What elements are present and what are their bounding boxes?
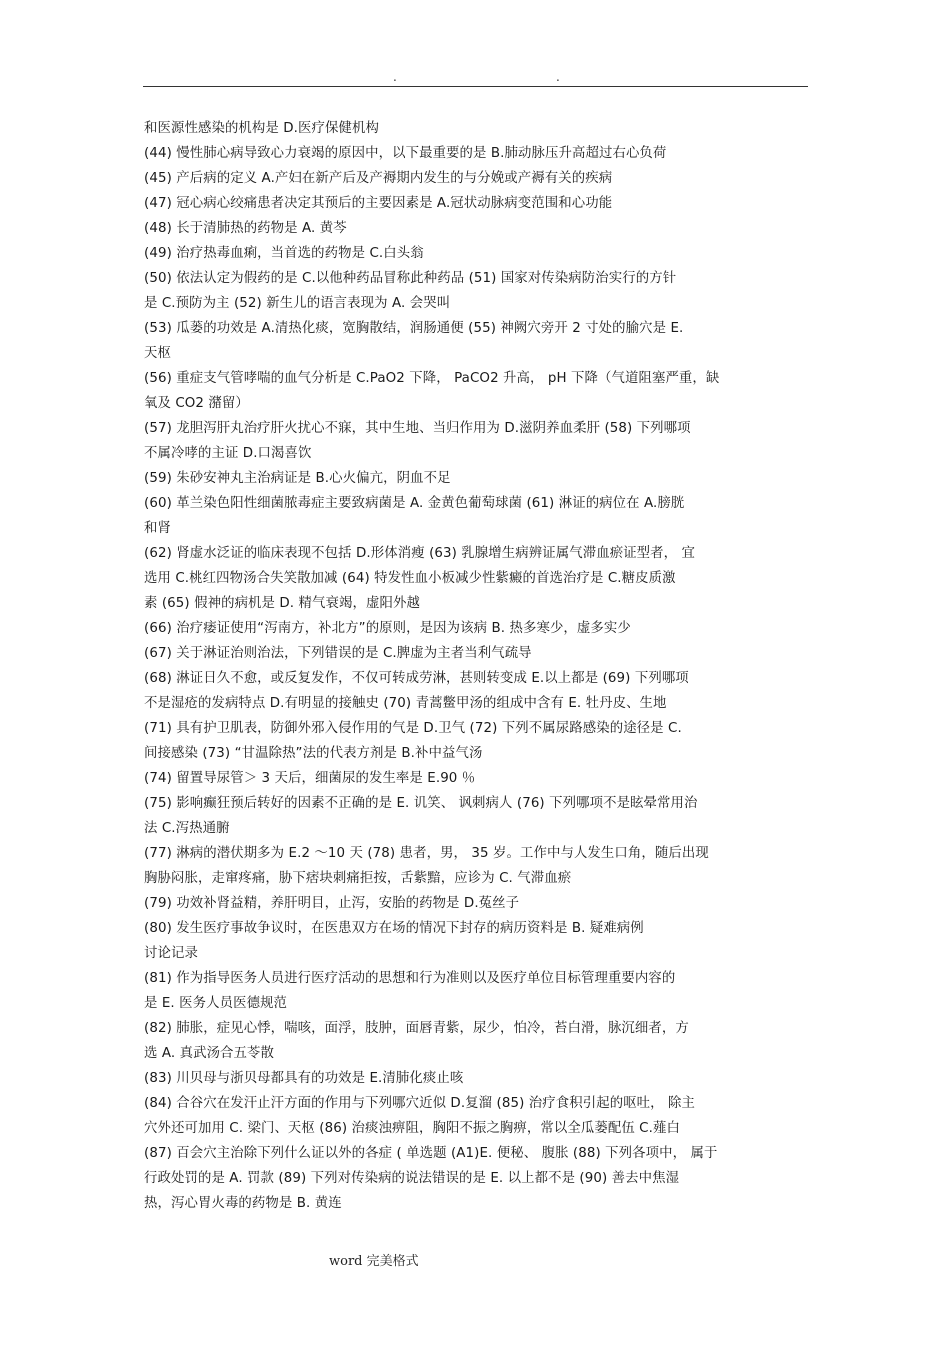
page-footer: word 完美格式 — [329, 1254, 419, 1269]
text-line: (80) 发生医疗事故争议时，在医患双方在场的情况下封存的病历资料是 B. 疑难病例 — [144, 921, 644, 936]
text-line: 素 (65) 假神的病机是 D. 精气衰竭，虚阳外越 — [144, 596, 420, 611]
text-line: 行政处罚的是 A. 罚款 (89) 下列对传染病的说法错误的是 E. 以上都不是 (90) 善去中焦湿 — [144, 1171, 680, 1186]
text-line: (71) 具有护卫肌表，防御外邪入侵作用的气是 D.卫气 (72) 下列不属尿路感染的途径是 C. — [144, 721, 682, 736]
text-line: (84) 合谷穴在发汗止汗方面的作用与下列哪穴近似 D.复溜 (85) 治疗食积引起的呕吐， 除主 — [144, 1096, 696, 1111]
text-line: 和肾 — [144, 521, 171, 536]
text-line: (47) 冠心病心绞痛患者决定其预后的主要因素是 A.冠状动脉病变范围和心功能 — [144, 196, 613, 211]
text-line: 讨论记录 — [144, 946, 198, 961]
text-line: (59) 朱砂安神丸主治病证是 B.心火偏亢，阴血不足 — [144, 471, 451, 486]
text-line: (57) 龙胆泻肝丸治疗肝火扰心不寐，其中生地、当归作用为 D.滋阴养血柔肝 (58) 下列哪项 — [144, 421, 691, 436]
header-rule — [143, 86, 808, 87]
header-dot-left: . — [393, 70, 397, 84]
text-line: (79) 功效补肾益精，养肝明目，止泻，安胎的药物是 D.菟丝子 — [144, 896, 520, 911]
text-line: 是 C.预防为主 (52) 新生儿的语言表现为 A. 会哭叫 — [144, 296, 451, 311]
text-line: (48) 长于清肺热的药物是 A. 黄芩 — [144, 221, 347, 236]
page-header — [0, 70, 950, 84]
text-line: (53) 瓜蒌的功效是 A.清热化痰，宽胸散结，润肠通便 (55) 神阙穴旁开 2 寸处的腧穴是 E. — [144, 321, 684, 336]
text-line: 不是湿疮的发病特点 D.有明显的接触史 (70) 青蒿鳖甲汤的组成中含有 E. 牡丹皮、生地 — [144, 696, 667, 711]
text-line: 和医源性感染的机构是 D.医疗保健机构 — [144, 121, 379, 136]
text-line: (49) 治疗热毒血痢，当首选的药物是 C.白头翁 — [144, 246, 424, 261]
text-line: (83) 川贝母与浙贝母都具有的功效是 E.清肺化痰止咳 — [144, 1071, 464, 1086]
header-dot-right: . — [556, 70, 560, 84]
text-line: 热，泻心胃火毒的药物是 B. 黄连 — [144, 1196, 342, 1211]
text-line: (81) 作为指导医务人员进行医疗活动的思想和行为准则以及医疗单位目标管理重要内容的 — [144, 971, 676, 986]
text-line: (50) 依法认定为假药的是 C.以他种药品冒称此种药品 (51) 国家对传染病防治实行的方针 — [144, 271, 677, 286]
text-line: 氧及 CO2 潴留） — [144, 396, 249, 411]
text-line: (56) 重症支气管哮喘的血气分析是 C.PaO2 下降， PaCO2 升高， pH 下降（气道阻塞严重，缺 — [144, 371, 720, 386]
text-line: (67) 关于淋证治则治法，下列错误的是 C.脾虚为主者当利气疏导 — [144, 646, 532, 661]
text-line: 不属冷哮的主证 D.口渴喜饮 — [144, 446, 312, 461]
document-body — [144, 116, 808, 1216]
text-line: (44) 慢性肺心病导致心力衰竭的原因中，以下最重要的是 B.肺动脉压升高超过右心负荷 — [144, 146, 667, 161]
text-line: 间接感染 (73) “甘温除热”法的代表方剂是 B.补中益气汤 — [144, 746, 483, 761]
text-line: 是 E. 医务人员医德规范 — [144, 996, 288, 1011]
text-line: (60) 革兰染色阳性细菌脓毒症主要致病菌是 A. 金黄色葡萄球菌 (61) 淋证的病位在 A.膀胱 — [144, 496, 685, 511]
text-line: (68) 淋证日久不愈，或反复发作，不仅可转成劳淋，甚则转变成 E.以上都是 (69) 下列哪项 — [144, 671, 689, 686]
text-line: (77) 淋病的潜伏期多为 E.2 ～10 天 (78) 患者，男， 35 岁。工作中与人发生口角，随后出现 — [144, 846, 709, 861]
text-line: 胸胁闷胀，走窜疼痛，胁下痞块刺痛拒按，舌紫黯，应诊为 C. 气滞血瘀 — [144, 871, 572, 886]
text-line: 法 C.泻热通腑 — [144, 821, 230, 836]
text-line: (82) 肺胀，症见心悸，喘咳，面浮，肢肿，面唇青紫，尿少，怕冷，苔白滑，脉沉细者，方 — [144, 1021, 689, 1036]
text-line: (75) 影响癫狂预后转好的因素不正确的是 E. 讥笑、 讽刺病人 (76) 下列哪项不是眩晕常用治 — [144, 796, 698, 811]
text-line: 天枢 — [144, 346, 171, 361]
text-line: (66) 治疗痿证使用“泻南方，补北方”的原则，是因为该病 B. 热多寒少，虚多实少 — [144, 621, 631, 636]
text-line: 穴外还可加用 C. 梁门、天枢 (86) 治痰浊痹阻，胸阳不振之胸痹，常以全瓜蒌配伍 C.薤白 — [144, 1121, 680, 1136]
text-line: 选 A. 真武汤合五苓散 — [144, 1046, 275, 1061]
text-line: 选用 C.桃红四物汤合失笑散加减 (64) 特发性血小板减少性紫癜的首选治疗是 C.糖皮质激 — [144, 571, 676, 586]
text-line: (87) 百会穴主治除下列什么证以外的各症 ( 单选题 (A1)E. 便秘、 腹胀 (88) 下列各项中， 属于 — [144, 1146, 718, 1161]
text-line: (62) 肾虚水泛证的临床表现不包括 D.形体消瘦 (63) 乳腺增生病辨证属气滞血瘀证型者， 宜 — [144, 546, 696, 561]
text-line: (74) 留置导尿管＞ 3 天后，细菌尿的发生率是 E.90 ％ — [144, 771, 476, 786]
text-line: (45) 产后病的定义 A.产妇在新产后及产褥期内发生的与分娩或产褥有关的疾病 — [144, 171, 613, 186]
